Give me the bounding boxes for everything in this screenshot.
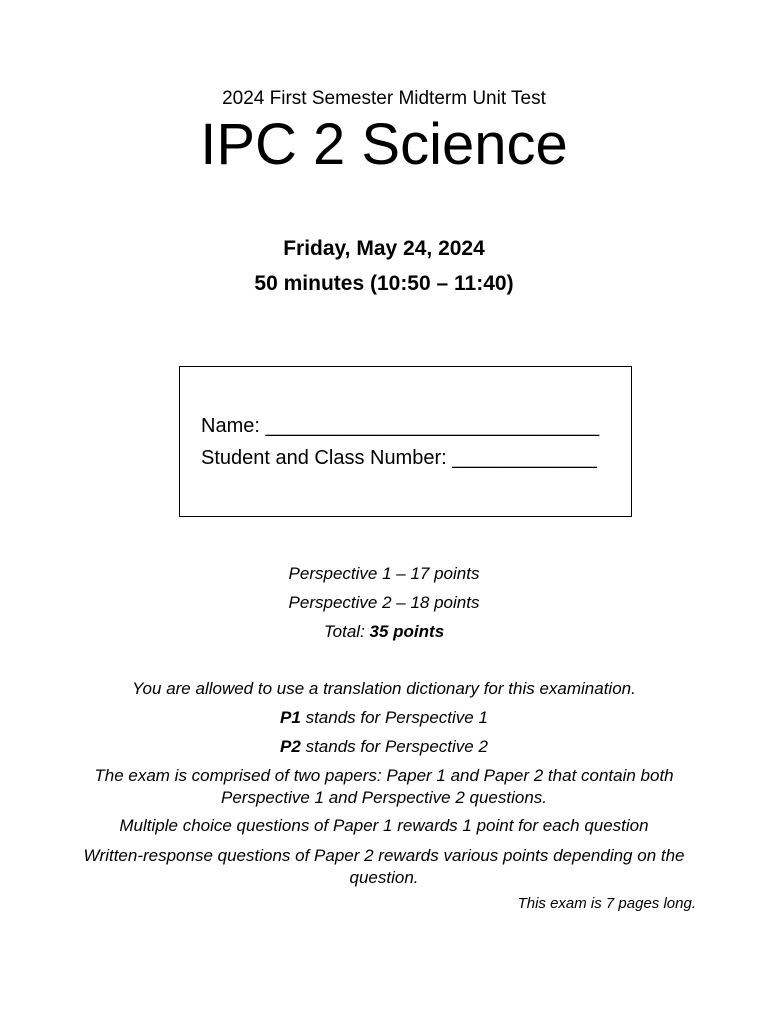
exam-subtitle: 2024 First Semester Midterm Unit Test: [222, 88, 546, 109]
p2-abbrev: P2: [280, 737, 301, 756]
exam-description: The exam is comprised of two papers: Paper 1 and Paper 2 that contain both Perspective 1 and Perspective 2 questions.: [94, 766, 674, 807]
total-value: 35 points: [369, 622, 445, 641]
exam-duration: 50 minutes (10:50 – 11:40): [254, 272, 514, 295]
page-count-note: This exam is 7 pages long.: [517, 895, 696, 912]
p2-def-text: stands for Perspective 2: [300, 737, 488, 756]
total-points: [0, 622, 768, 642]
student-class-number-field-label: Student and Class Number: _____________: [201, 447, 597, 469]
written-response-note: Written-response questions of Paper 2 rewards various points depending on the question.: [83, 846, 685, 887]
student-info-box: [179, 366, 632, 517]
perspective-1-points: Perspective 1 – 17 points: [288, 564, 480, 583]
total-label: Total:: [323, 622, 370, 641]
p2-definition: [0, 737, 768, 757]
p1-def-text: stands for Perspective 1: [300, 708, 488, 727]
page-title: IPC 2 Science: [200, 112, 568, 177]
dictionary-note: You are allowed to use a translation dictionary for this examination.: [132, 679, 636, 698]
exam-date: Friday, May 24, 2024: [283, 237, 485, 260]
perspective-2-points: Perspective 2 – 18 points: [288, 593, 480, 612]
name-field-label: Name: ______________________________: [201, 415, 600, 437]
multiple-choice-note: Multiple choice questions of Paper 1 rewards 1 point for each question: [119, 816, 649, 835]
p1-definition: [0, 708, 768, 728]
p1-abbrev: P1: [280, 708, 301, 727]
